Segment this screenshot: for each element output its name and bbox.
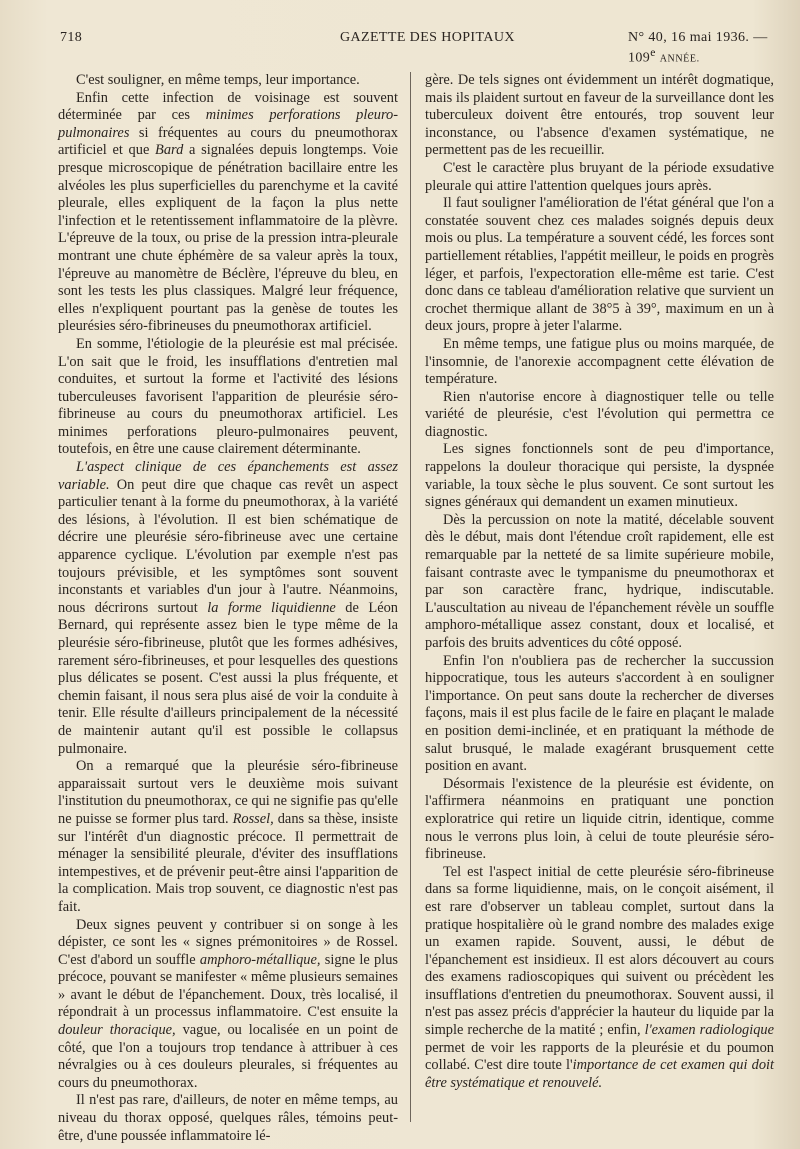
paragraph — [425, 389, 774, 442]
italic-term: minimes perforations pleuro-pulmonaires — [58, 107, 399, 141]
text: permet de voir les rapports de la pleurésie et du poumon collabé. C'est dire toute l' — [425, 1039, 774, 1074]
left-column — [58, 72, 399, 1144]
paragraph — [58, 336, 398, 459]
journal-title: GAZETTE DES HOPITAUX — [340, 30, 515, 45]
paragraph — [425, 864, 774, 1093]
right-column — [425, 72, 774, 1132]
text: C'est le caractère plus bruyant de la période exsudative pleurale qui attire l'attention quelques jours après. — [425, 159, 774, 194]
text: C'est souligner, en même temps, leur importance. — [76, 72, 360, 88]
text: de Léon Bernard, qui représente assez bien le type même de la pleurésie séro-fibrineuse, plutôt que les formes adhésives, rarement séro-fibrineuses, et pour lesquelles des questions plus délicates se posent. C'est aussi la plus fréquente, et chemin faisant, il nous sera plus aisé de voir la conduite à tenir. Elle résulte d'ailleurs principalement de la nécessité de maintenir autant qu'il est possible le collapsus pulmonaire. — [58, 599, 398, 757]
paragraph — [58, 758, 398, 916]
text: gère. De tels signes ont évidemment un intérêt dogmatique, mais ils plaident surtout en faveur de la surveillance dont les tuberculeux doivent être entourés, trop souvent leur inconstance, ou l'absence d'examen systématique, ne permettent pas de les recueillir. — [425, 72, 774, 159]
italic-term: l'examen radiologique — [644, 1022, 775, 1039]
text: vague, ou localisée en un point de côté, que l'on a toujours trop tendance à attribuer à ces névralgies ou à ces douleurs pleurales, si fréquentes au cours du pneumothorax. — [58, 1022, 399, 1091]
issue-main: N° 40, 16 mai 1936. — 109 — [628, 30, 768, 66]
paragraph — [58, 459, 398, 758]
italic-term: la forme liquidienne — [207, 599, 336, 616]
text: Désormais l'existence de la pleurésie est évidente, on l'affirmera néanmoins en pratiquant une ponction exploratrice qui retire un liquide citrin, identique, comme nous le verrons plus loin, à celui de toute pleurésie séro-fibrineuse. — [425, 775, 774, 863]
author-name: Rossel, — [232, 810, 274, 827]
paragraph — [425, 776, 774, 864]
text: Enfin cette infection de voisinage est souvent déterminée par ces — [58, 89, 398, 124]
text: En somme, l'étiologie de la pleurésie est mal précisée. L'on sait que le froid, les insufflations d'entretien mal conduites, et surtout la forme et l'activité des lésions tuberculeuses favorisent l'apparition de pleurésie séro-fibrineuse au cours du pneumothorax artificiel. Les minimes perforations pleuro-pulmonaires peuvent, toutefois, en être une cause clairement déterminante. — [58, 335, 398, 458]
paragraph — [425, 72, 774, 160]
text: Enfin l'on n'oubliera pas de rechercher la succussion hippocratique, tous les auteurs s'accordent à en souligner l'importance. On peut sans doute la rechercher de diverses façons, mais il est plus facile de le faire en plaçant le malade en position demi-inclinée, et en pratiquant la méthode de salut brusqué, le malade exagérant brusquement cette position en avant. — [425, 652, 774, 775]
issue-year-label: ANNÉE. — [659, 53, 700, 65]
paragraph — [425, 512, 774, 653]
text: a signalées depuis longtemps. Voie presque microscopique de pénétration bacillaire entre les alvéoles les plus superficielles du parenchyme et la cavité pleurale, elles expliquent de la façon la plus nette l'infection et le retentissement inflammatoire de la plèvre. L'épreuve de la toux, ou prise de la pression intra-pleurale montrant une chute éphémère de sa valeur après la toux, l'épreuve au manomètre de Béclère, l'épreuve du bleu, en sont les tests les plus classiques. Malgré leur fréquence, elles n'expliquent pourtant pas la genèse de toutes les pleurésies séro-fibrineuses du pneumothorax artificiel. — [58, 142, 398, 335]
italic-term: amphoro-métallique, — [199, 951, 321, 968]
paragraph — [425, 441, 774, 511]
italic-term: douleur thoracique, — [58, 1022, 176, 1039]
paragraph — [425, 653, 774, 776]
text: Rien n'autorise encore à diagnostiquer telle ou telle variété de pleurésie, c'est l'évolution qui permettra ce diagnostic. — [425, 388, 774, 440]
text: Tel est l'aspect initial de cette pleurésie séro-fibrineuse dans sa forme liquidienne, mais, on le conçoit aisément, il est rare d'observer un tableau complet, surtout dans la pratique hospitalière où le grand nombre des malades exige un examen rapide. Souvent, aussi, le début de l'épanchement est insidieux. Il est alors découvert au cours des examens radioscopiques qui suivent ou précèdent les insufflations d'entretien du pneumothorax. Souvent aussi, il n'est pas assez précis d'apprécier la hauteur du liquide par la simple recherche de la matité ; enfin, — [425, 863, 774, 1039]
paragraph — [58, 90, 398, 336]
paragraph — [58, 917, 398, 1093]
italic-lead: L'aspect clinique de ces épanchements est assez variable. — [58, 459, 398, 493]
paragraph — [425, 336, 774, 389]
paragraph — [425, 160, 774, 195]
italic-term: importance de cet examen qui doit être systématique et renouvelé. — [425, 1057, 775, 1091]
text: Les signes fonctionnels sont de peu d'importance, rappelons la douleur thoracique qui persiste, la dyspnée variable, la toux sèche le plus souvent. Ce sont surtout les signes généraux qui demandent un examen minutieux. — [425, 441, 774, 511]
text: Dès la percussion on note la matité, décelable souvent dès le début, mais dont l'étendue croît rapidement, elle est remarquable par la netteté de sa limite supérieure mobile, faisant contraste avec le tympanisme du pneumothorax et par son caractère franc, hydrique, indiscutable. L'auscultation au niveau de l'épanchement révèle un souffle amphoro-métallique assez constant, doux et localisé, et parfois des bruits adventices du côté opposé. — [425, 511, 774, 651]
issue-line — [628, 30, 776, 67]
paragraph — [58, 1092, 398, 1145]
column-divider — [410, 72, 411, 1122]
text: dans sa thèse, insiste sur l'intérêt d'un diagnostic précoce. Il permettrait de ménager la sensibilité pleurale, d'éviter des insufflations intempestives, et de prévenir peut-être ainsi l'apparition de la complication. Mais trop souvent, ce diagnostic n'est pas fait. — [58, 810, 398, 915]
paragraph — [425, 195, 774, 336]
text: Deux signes peuvent y contribuer si on songe à les dépister, ce sont les « signes prémonitoires » de Rossel. C'est d'abord un souffle — [58, 916, 398, 968]
text: On peut dire que chaque cas revêt un aspect particulier tenant à la forme du pneumothorax, à la variété des lésions, à l'évolution. Il est bien schématique de décrire une pleurésie séro-fibrineuse avec une certaine apparence cyclique. L'évolution par exemple n'est pas toujours prévisible, et les symptômes sont souvent inconstants et variables d'un jour à l'autre. Néanmoins, nous décrirons surtout — [58, 476, 398, 616]
text: Il n'est pas rare, d'ailleurs, de noter en même temps, au niveau du thorax opposé, quelques râles, témoins peut-être, d'une poussée inflammatoire lé- — [58, 1092, 398, 1144]
text: En même temps, une fatigue plus ou moins marquée, de l'insomnie, de l'anorexie accompagnent cette élévation de température. — [425, 335, 774, 388]
author-name: Bard — [155, 142, 184, 159]
text: Il faut souligner l'amélioration de l'état général que l'on a constatée souvent chez ces malades soignés depuis deux mois ou plus. La température a souvent cédé, les forces sont partiellement rétablies, l'appétit meilleur, le poids en progrès léger, et parfois, l'expectoration elle-même est tarie. C'est donc dans ce tableau d'amélioration relative que survient un crochet thermique allant de 38°5 à 39°, maximum en un à deux jours, propre à jeter l'alarme. — [425, 195, 774, 335]
page-number: 718 — [60, 30, 83, 45]
issue-sup: e — [650, 46, 656, 59]
paragraph — [58, 72, 398, 90]
text: On a remarqué que la pleurésie séro-fibrineuse apparaissait surtout vers le deuxième mois suivant l'institution du pneumothorax, ce qui ne signifie pas qu'elle ne puisse se former plus tard. — [58, 758, 398, 827]
text: signe le plus précoce, pouvant se manifester « même plusieurs semaines » avant le début de l'épanchement. Doux, très localisé, il répondrait à un processus inflammatoire. C'est ensuite la — [58, 951, 398, 1021]
text: si fréquentes au cours du pneumothorax artificiel et que — [58, 124, 398, 159]
